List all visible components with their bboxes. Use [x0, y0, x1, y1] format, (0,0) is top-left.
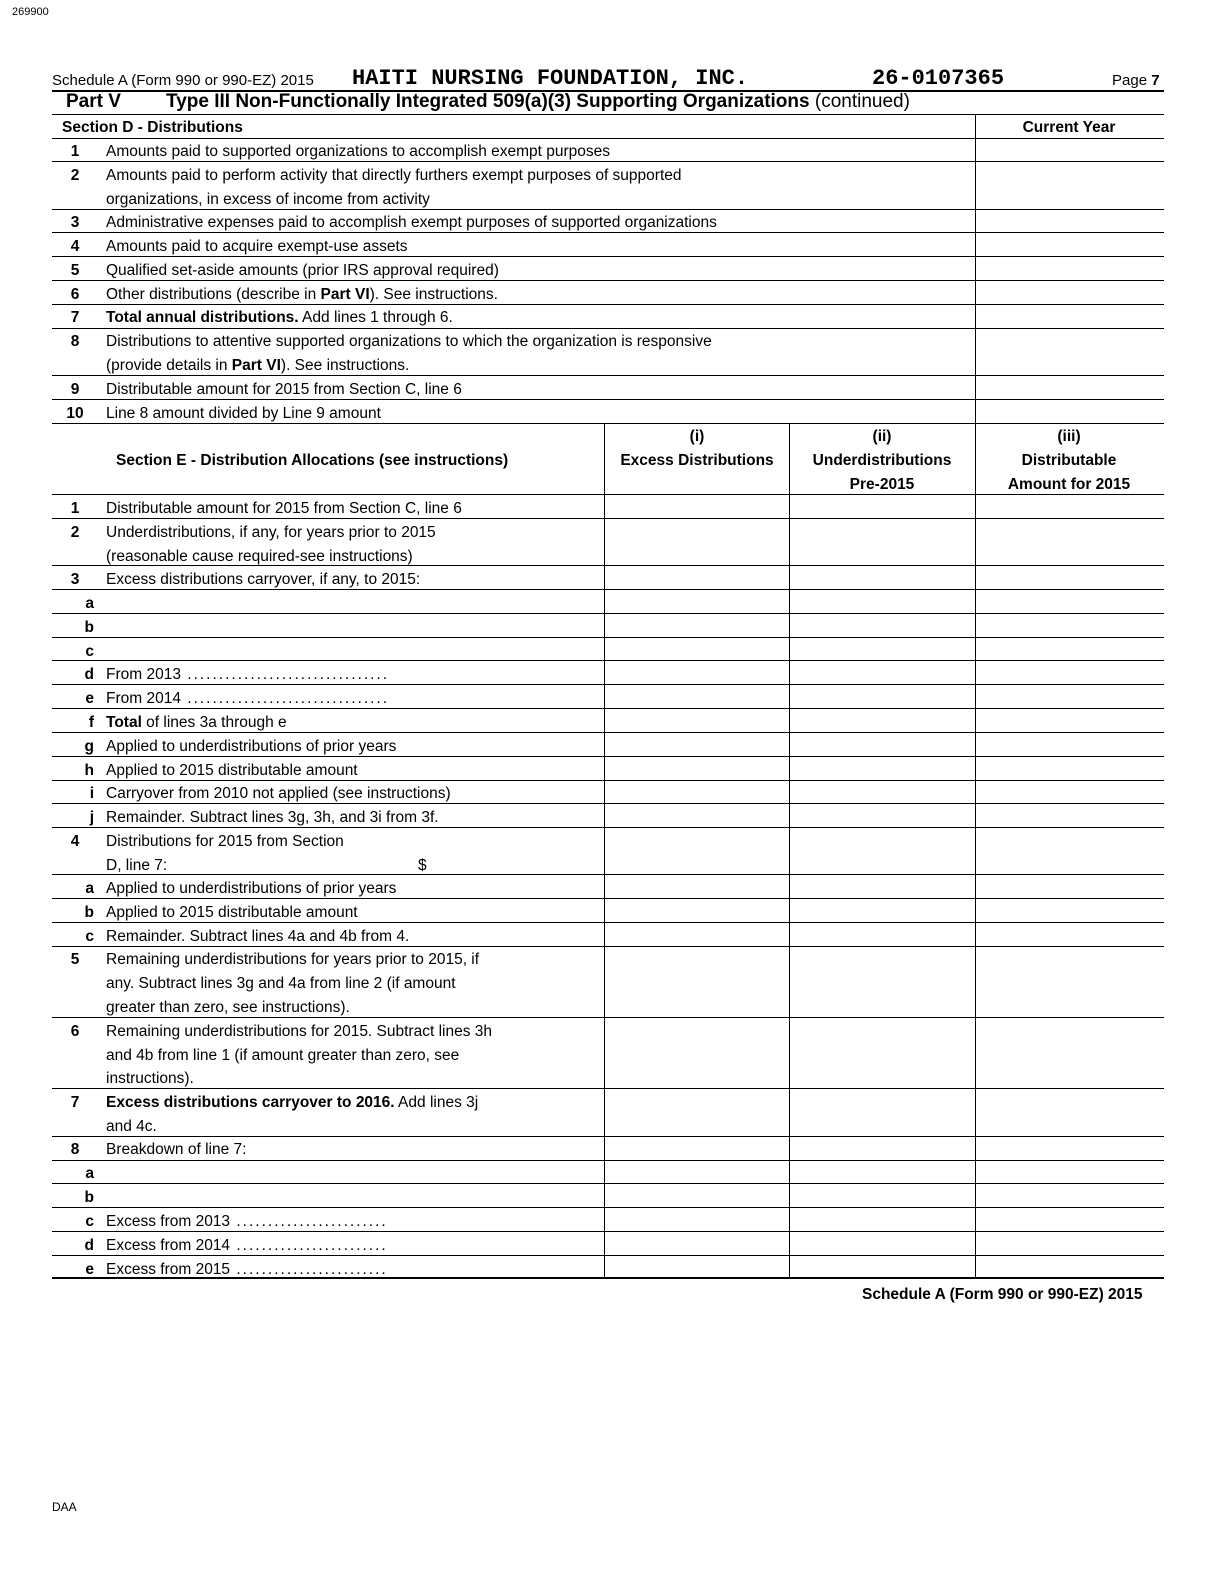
e-line-8c-letter: c	[85, 1213, 94, 1230]
e-line-8d-label: Excess from 2014	[106, 1237, 231, 1254]
d-line-3-num: 3	[70, 214, 80, 231]
d-line-7-num: 7	[70, 309, 80, 326]
d-line-3-text: Administrative expenses paid to accomplish exempt purposes of supported organizations	[106, 214, 717, 231]
d-line-8-num: 8	[70, 333, 80, 350]
e-line-3g-text: Applied to underdistributions of prior years	[106, 738, 397, 755]
e-line-3a-letter: a	[85, 595, 94, 612]
e-line-6-text2: and 4b from line 1 (if amount greater than zero, see	[106, 1047, 460, 1064]
e-line-3f-letter: f	[88, 714, 94, 731]
d-line-7-post: Add lines 1 through 6.	[298, 309, 453, 326]
e-line-3d-text: From 2013 ................................	[106, 666, 390, 683]
e-line-3b-letter: b	[84, 619, 94, 636]
part-continued: (continued)	[814, 91, 910, 112]
col-iii-label2: Amount for 2015	[1007, 476, 1131, 493]
d-line-4-text: Amounts paid to acquire exempt-use assets	[106, 238, 408, 255]
d-line-9-text: Distributable amount for 2015 from Section C, line 6	[106, 381, 462, 398]
d-line-10-num: 10	[66, 405, 84, 422]
d-line-8-text: Distributions to attentive supported organizations to which the organization is responsive	[106, 333, 712, 350]
col-i-header	[605, 425, 789, 473]
d-line-2-text2: organizations, in excess of income from activity	[106, 191, 430, 208]
d-line-9-num: 9	[70, 381, 80, 398]
e-line-3f-post: of lines 3a through e	[141, 714, 287, 731]
e-line-3d-label: From 2013	[106, 666, 181, 683]
e-line-3g-letter: g	[84, 738, 94, 755]
e-line-3f-text	[106, 714, 287, 732]
e-line-8c-text: Excess from 2013 ........................	[106, 1213, 388, 1230]
d-line-4-num: 4	[70, 238, 80, 255]
d-line-7-text	[106, 309, 453, 327]
col-ii-roman: (ii)	[872, 428, 892, 445]
e-line-8d-letter: d	[84, 1237, 94, 1254]
col-ii-label: Underdistributions	[812, 452, 952, 469]
e-line-6-text1: Remaining underdistributions for 2015. Subtract lines 3h	[106, 1023, 493, 1040]
e-line-4a-text: Applied to underdistributions of prior years	[106, 880, 397, 897]
e-line-4-text: Distributions for 2015 from Section	[106, 833, 344, 850]
e-line-8e-letter: e	[85, 1261, 94, 1278]
e-line-4-dollar: $	[418, 857, 427, 874]
e-line-1-text: Distributable amount for 2015 from Section C, line 6	[106, 500, 462, 517]
e-line-4b-text: Applied to 2015 distributable amount	[106, 904, 358, 921]
e-line-3e-letter: e	[85, 690, 94, 707]
schedule-header: Schedule A (Form 990 or 990-EZ) 2015	[52, 72, 314, 89]
e-line-7-num: 7	[70, 1094, 80, 1111]
e-line-7-post: Add lines 3j	[394, 1094, 479, 1111]
d-line-1-num: 1	[70, 143, 80, 160]
d-line-5-num: 5	[70, 262, 80, 279]
e-line-3d-letter: d	[84, 666, 94, 683]
d-line-8-pre2: (provide details in	[106, 357, 232, 374]
d-line-5-text: Qualified set-aside amounts (prior IRS approval required)	[106, 262, 499, 279]
e-line-8e-text: Excess from 2015 ........................	[106, 1261, 388, 1278]
section-d-title: Section D - Distributions	[62, 119, 243, 136]
e-line-7-text2: and 4c.	[106, 1118, 157, 1135]
e-line-7-bold: Excess distributions carryover to 2016.	[106, 1094, 395, 1111]
e-line-3f-bold: Total	[106, 714, 142, 731]
col-i-roman: (i)	[689, 428, 705, 445]
org-name: HAITI NURSING FOUNDATION, INC.	[352, 66, 749, 91]
e-line-3c-letter: c	[85, 643, 94, 660]
e-line-3i-letter: i	[89, 785, 94, 802]
d-line-6-text	[106, 286, 498, 304]
e-line-4-text2: D, line 7:	[106, 857, 168, 874]
page-number	[1112, 72, 1160, 89]
d-line-1-text: Amounts paid to supported organizations to accomplish exempt purposes	[106, 143, 611, 160]
e-line-4c-letter: c	[85, 928, 94, 945]
e-line-3e-label: From 2014	[106, 690, 181, 707]
e-line-8e-label: Excess from 2015	[106, 1261, 231, 1278]
d-line-8-post2: ). See instructions.	[280, 357, 410, 374]
e-line-8c-label: Excess from 2013	[106, 1213, 231, 1230]
d-line-8-bold2: Part VI	[231, 357, 281, 374]
page-num: 7	[1151, 72, 1160, 89]
e-line-8b-letter: b	[84, 1189, 94, 1206]
e-line-3j-letter: j	[89, 809, 94, 826]
daa-mark: DAA	[52, 1500, 77, 1514]
d-line-6-post: ). See instructions.	[369, 286, 498, 303]
e-line-8-text: Breakdown of line 7:	[106, 1141, 247, 1158]
col-i-label: Excess Distributions	[620, 452, 774, 469]
e-line-2-text2: (reasonable cause required-see instructions)	[106, 548, 413, 565]
e-line-3-num: 3	[70, 571, 80, 588]
ein: 26-0107365	[872, 66, 1005, 91]
e-line-4-num: 4	[70, 833, 80, 850]
e-line-2-num: 2	[70, 524, 80, 541]
e-line-8-num: 8	[70, 1141, 80, 1158]
d-line-6-bold: Part VI	[320, 286, 370, 303]
e-line-4b-letter: b	[84, 904, 94, 921]
d-line-6-num: 6	[70, 286, 80, 303]
e-line-5-text3: greater than zero, see instructions).	[106, 999, 350, 1016]
e-line-5-text1: Remaining underdistributions for years prior to 2015, if	[106, 951, 480, 968]
col-ii-header	[790, 425, 974, 497]
e-line-4c-text: Remainder. Subtract lines 4a and 4b from 4.	[106, 928, 410, 945]
d-line-2-num: 2	[70, 167, 80, 184]
e-line-6-num: 6	[70, 1023, 80, 1040]
e-line-3-text: Excess distributions carryover, if any, to 2015:	[106, 571, 421, 588]
d-line-7-bold: Total annual distributions.	[106, 309, 299, 326]
e-line-8a-letter: a	[85, 1165, 94, 1182]
col-ii-label2: Pre-2015	[849, 476, 915, 493]
e-line-7-text	[106, 1094, 478, 1112]
current-year-header: Current Year	[1022, 119, 1116, 136]
col-iii-label: Distributable	[1021, 452, 1117, 469]
d-line-2-text: Amounts paid to perform activity that directly furthers exempt purposes of supported	[106, 167, 682, 184]
col-iii-header	[976, 425, 1162, 497]
e-line-5-num: 5	[70, 951, 80, 968]
d-line-6-pre: Other distributions (describe in	[106, 286, 321, 303]
e-line-3h-letter: h	[84, 762, 94, 779]
e-line-3h-text: Applied to 2015 distributable amount	[106, 762, 358, 779]
page-word: Page	[1112, 72, 1148, 89]
page-id: 269900	[12, 6, 49, 18]
e-line-2-text: Underdistributions, if any, for years prior to 2015	[106, 524, 436, 541]
e-line-3i-text: Carryover from 2010 not applied (see instructions)	[106, 785, 451, 802]
e-line-4a-letter: a	[85, 880, 94, 897]
part-title-text: Type III Non-Functionally Integrated 509(a)(3) Supporting Organizations	[166, 91, 810, 112]
d-line-10-text: Line 8 amount divided by Line 9 amount	[106, 405, 381, 422]
e-line-3j-text: Remainder. Subtract lines 3g, 3h, and 3i from 3f.	[106, 809, 439, 826]
part-label: Part V	[66, 91, 121, 112]
section-e-title: Section E - Distribution Allocations (see instructions)	[116, 452, 509, 469]
e-line-1-num: 1	[70, 500, 80, 517]
footer-schedule: Schedule A (Form 990 or 990-EZ) 2015	[862, 1286, 1143, 1303]
d-line-8-text2	[106, 357, 409, 375]
e-line-8d-text: Excess from 2014 ........................	[106, 1237, 388, 1254]
e-line-3e-text: From 2014 ................................	[106, 690, 390, 707]
e-line-6-text3: instructions).	[106, 1070, 194, 1087]
col-iii-roman: (iii)	[1057, 428, 1081, 445]
part-title	[166, 91, 910, 113]
e-line-5-text2: any. Subtract lines 3g and 4a from line 2 (if amount	[106, 975, 456, 992]
